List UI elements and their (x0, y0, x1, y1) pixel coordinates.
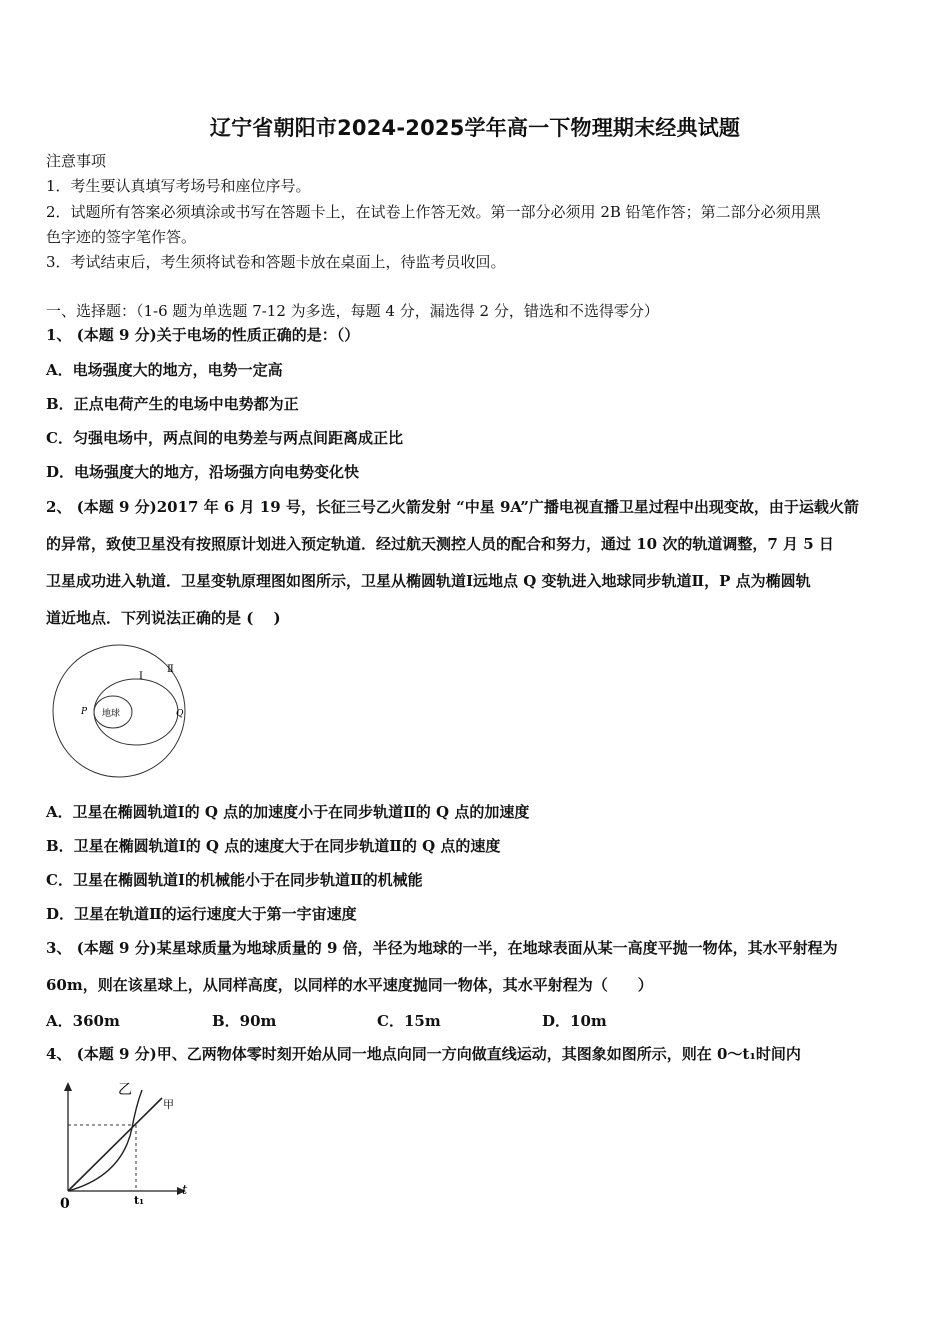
question-1-option-a: A．电场强度大的地方，电势一定高 (46, 361, 283, 379)
label-origin: 0 (60, 1196, 70, 1212)
question-3-option-c: C．15m (377, 1012, 441, 1030)
question-2-option-b: B．卫星在椭圆轨道Ⅰ的 Q 点的速度大于在同步轨道Ⅱ的 Q 点的速度 (46, 837, 501, 855)
earth-label: 地球 (102, 709, 121, 719)
line-jia (68, 1098, 162, 1191)
question-2-option-d: D．卫星在轨道Ⅱ的运行速度大于第一宇宙速度 (46, 905, 357, 923)
question-2-option-a: A．卫星在椭圆轨道Ⅰ的 Q 点的加速度小于在同步轨道Ⅱ的 Q 点的加速度 (46, 803, 530, 821)
question-2-option-c: C．卫星在椭圆轨道Ⅰ的机械能小于在同步轨道Ⅱ的机械能 (46, 871, 423, 889)
label-P: P (81, 707, 88, 717)
question-3-option-a: A．360m (46, 1012, 120, 1030)
notice-item: 2．试题所有答案必须填涂或书写在答题卡上，在试卷上作答无效。第一部分必须用 2B 铅笔作答；第二部分必须用黑 (46, 203, 821, 221)
notice-item: 1．考生要认真填写考场号和座位序号。 (46, 177, 311, 195)
label-orbit-II: Ⅱ (167, 664, 174, 675)
label-t1: t₁ (134, 1194, 144, 1207)
label-jia: 甲 (163, 1098, 174, 1111)
label-Q: Q (176, 709, 184, 719)
y-axis-arrow (64, 1082, 72, 1091)
motion-graph (52, 1076, 202, 1216)
question-2-stem-line: 道近地点．下列说法正确的是 ( ) (46, 609, 281, 627)
question-2-stem-line: 2、 (本题 9 分)2017 年 6 月 19 号，长征三号乙火箭发射 “中星 9A”广播电视直播卫星过程中出现变故，由于运载火箭 (46, 498, 859, 516)
page-title: 辽宁省朝阳市2024-2025学年高一下物理期末经典试题 (209, 116, 741, 140)
question-1-option-d: D．电场强度大的地方，沿场强方向电势变化快 (46, 463, 360, 481)
question-1-option-c: C．匀强电场中，两点间的电势差与两点间距离成正比 (46, 429, 403, 447)
question-1-stem: 1、 (本题 9 分)关于电场的性质正确的是：（） (46, 326, 360, 344)
question-3-stem-line: 60m，则在该星球上，从同样高度，以同样的水平速度抛同一物体，其水平射程为（ ） (46, 976, 653, 994)
question-2-stem-line: 卫星成功进入轨道．卫星变轨原理图如图所示，卫星从椭圆轨道Ⅰ远地点 Q 变轨进入地球同步轨道Ⅱ，P 点为椭圆轨 (46, 572, 811, 590)
question-2-stem-line: 的异常，致使卫星没有按照原计划进入预定轨道．经过航天测控人员的配合和努力，通过 10 次的轨道调整，7 月 5 日 (46, 535, 834, 553)
notice-item: 色字迹的签字笔作答。 (46, 228, 197, 246)
label-t: t (182, 1183, 188, 1198)
question-3-option-b: B．90m (212, 1012, 277, 1030)
notice-item: 3．考试结束后，考生须将试卷和答题卡放在桌面上，待监考员收回。 (46, 253, 506, 271)
label-yi: 乙 (118, 1082, 132, 1098)
orbit-diagram (46, 642, 196, 778)
notice-heading: 注意事项 (46, 152, 107, 170)
question-4-stem: 4、 (本题 9 分)甲、乙两物体零时刻开始从同一地点向同一方向做直线运动，其图象如图所示，则在 0～t₁时间内 (46, 1045, 801, 1063)
question-3-stem-line: 3、 (本题 9 分)某星球质量为地球质量的 9 倍，半径为地球的一半，在地球表面从某一高度平抛一物体，其水平射程为 (46, 939, 838, 957)
label-orbit-I: Ⅰ (139, 671, 143, 682)
curve-yi (68, 1090, 142, 1191)
question-1-option-b: B．正点电荷产生的电场中电势都为正 (46, 395, 299, 413)
section-heading: 一、选择题：（1-6 题为单选题 7-12 为多选，每题 4 分，漏选得 2 分，错选和不选得零分） (46, 302, 659, 320)
question-3-option-d: D．10m (542, 1012, 607, 1030)
